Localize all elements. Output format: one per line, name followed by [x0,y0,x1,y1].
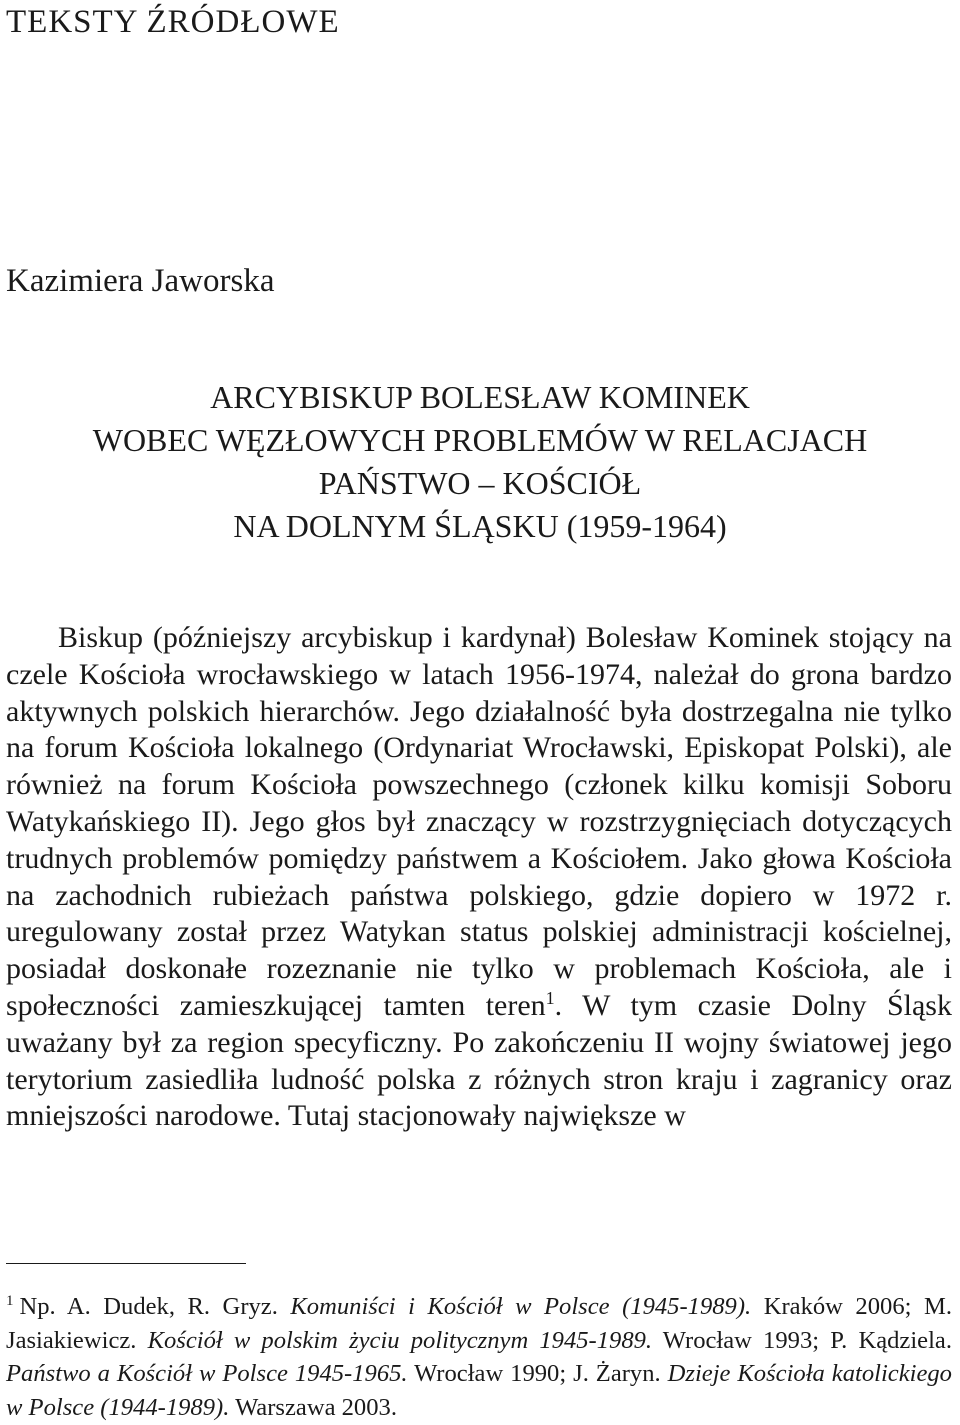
footnote-citation-text: Wrocław 1990; J. Żaryn. [407,1360,668,1388]
footnote-cited-title: Państwo a Kościół w Polsce 1945-1965. [6,1360,408,1388]
footnote-cited-title: Kościół w polskim życiu politycznym 1945-1989. [147,1326,653,1354]
paragraph-text-part-2: . W tym czasie Dolny Śląsk uważany był za region specyficzny. Po zakończeniu II wojny światowej jego terytorium zasiedliła ludność polska z różnych stron kraju i zagranicy oraz mniejszości narodowe. Tutaj stacjonowały największe w [6,988,952,1133]
title-line-2: WOBEC WĘZŁOWYCH PROBLEMÓW W RELACJACH [92,422,868,458]
footnote-1 [6,1290,952,1424]
footnote-citation-text: Warszawa 2003. [229,1393,397,1421]
footnote-cited-title: Dzieje Kościoła katolickiego w Polsce (1944-1989). [6,1360,952,1421]
footnote-citation-text: Np. A. Dudek, R. Gryz. [19,1293,291,1320]
footnote-separator [6,1263,246,1264]
body-paragraph [6,620,952,1135]
footnote-reference[interactable]: 1 [545,987,555,1008]
section-header: TEKSTY ŹRÓDŁOWE [6,4,340,40]
article-title [0,376,960,548]
footnote-citation-text: Kraków 2006; M. Jasiakiewicz. [6,1293,952,1354]
paragraph-text-part-1: Biskup (późniejszy arcybiskup i kardynał) Bolesław Kominek stojący na czele Kościoła wrocławskiego w latach 1956-1974, należał do grona bardzo aktywnych polskich hierarchów. Jego działalność była dostrzegalna nie tylko na forum Kościoła lokalnego (Ordynariat Wrocławski, Episkopat Polski), ale również na forum Kościoła powszechnego (członek kilku komisji Soboru Watykańskiego II). Jego głos był znaczący w rozstrzygnięciach dotyczących trudnych problemów pomiędzy państwem a Kościołem. Jako głowa Kościoła na zachodnich rubieżach państwa polskiego, gdzie dopiero w 1972 r. uregulowany został przez Watykan status polskiej administracji kościelnej, posiadał doskonałe rozeznanie nie tylko w problemach Kościoła, ale i społeczności zamieszkującej tamten teren [6,621,952,1022]
footnote-number: 1 [6,1292,14,1309]
footnote-citation-text: Wrocław 1993; P. Kądziela. [652,1326,952,1354]
footnote-text [6,1293,952,1421]
footnote-cited-title: Komuniści i Kościół w Polsce (1945-1989). [290,1293,752,1320]
title-line-1: ARCYBISKUP BOLESŁAW KOMINEK [210,379,750,415]
title-line-4: NA DOLNYM ŚLĄSKU (1959-1964) [233,508,727,544]
title-line-3: PAŃSTWO – KOŚCIÓŁ [318,465,642,501]
article-author: Kazimiera Jaworska [6,263,275,299]
